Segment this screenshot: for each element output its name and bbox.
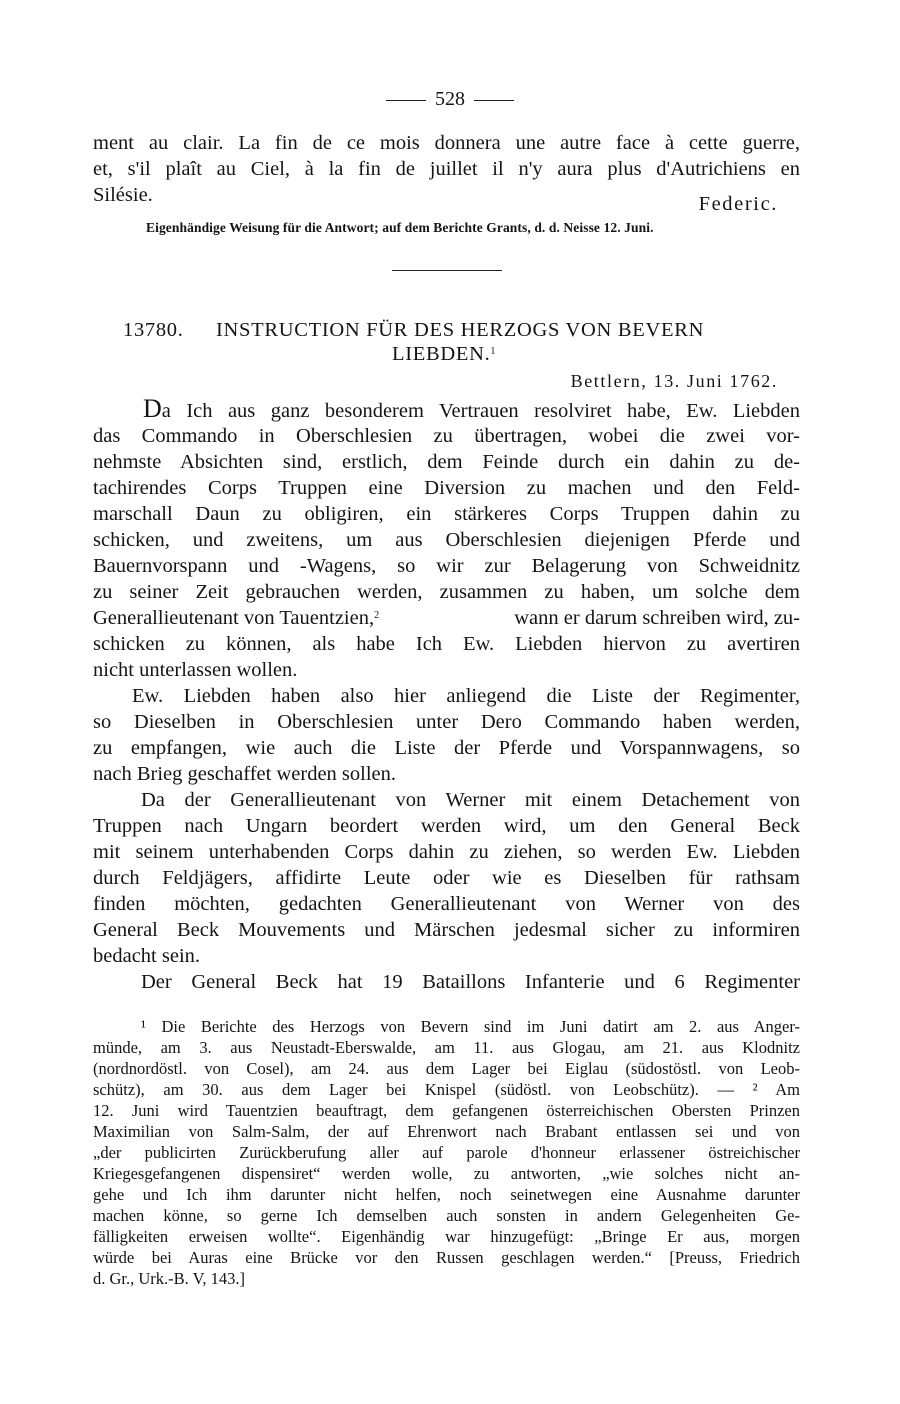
paragraph-line: zu empfangen, wie auch die Liste der Pferde und Vorspannwagens, so (93, 737, 800, 759)
footnote-line: würde bei Auras eine Brücke vor den Russen geschlagen werden.“ [Preuss, Friedrich (93, 1248, 800, 1267)
footnote-line: schütz), am 30. aus dem Lager bei Knispel (südöstl. von Leobschütz). — ² Am (93, 1080, 800, 1099)
paragraph-line: Der General Beck hat 19 Bataillons Infanterie und 6 Regimenter (141, 971, 800, 993)
signature: Federic. (698, 193, 778, 215)
paragraph-line: nehmste Absichten sind, erstlich, dem Feinde durch ein dahin zu de- (93, 451, 800, 473)
letter-line: Silésie. (93, 184, 153, 206)
drop-cap: D (143, 394, 162, 423)
paragraph-line: zu seiner Zeit gebrauchen werden, zusammen zu haben, um solche dem (93, 581, 800, 603)
paragraph-line-end: wann er darum schreiben wird, zu- (514, 607, 800, 629)
footnote-ref: 2 (374, 610, 380, 621)
footnote-line: münde, am 3. aus Neustadt-Eberswalde, am 11. aus Glogau, am 21. aus Klodnitz (93, 1038, 800, 1057)
paragraph-line: so Dieselben in Oberschlesien unter Dero Commando haben werden, (93, 711, 800, 733)
paragraph-line: Bauernvorspann und -Wagens, so wir zur Belagerung von Schweidnitz (93, 555, 800, 577)
footnote-line: machen könne, so gerne Ich demselben auch sonsten in andern Gelegenheiten Ge- (93, 1206, 800, 1225)
paragraph-line: schicken, und zweitens, um aus Oberschlesien diejenigen Pferde und (93, 529, 800, 551)
footnote-line: Maximilian von Salm-Salm, der auf Ehrenwort nach Brabant entlassen sei und von (93, 1122, 800, 1141)
paragraph-line: schicken zu können, als habe Ich Ew. Liebden hiervon zu avertiren (93, 633, 800, 655)
document-number: 13780. (123, 319, 184, 341)
paragraph-line: mit seinem unterhabenden Corps dahin zu ziehen, so werden Ew. Liebden (93, 841, 800, 863)
footnote-line: fälligkeiten erweisen wollte“. Eigenhändig war hinzugefügt: „Bringe Er aus, morgen (93, 1227, 800, 1246)
document-title-continued: LIEBDEN.$^1$ (392, 343, 497, 365)
footnote-line: 12. Juni wird Tauentzien beauftragt, dem gefangenen österreichischen Obersten Prinzen (93, 1101, 800, 1120)
footnote-line: d. Gr., Urk.-B. V, 143.] (93, 1269, 246, 1288)
letter-line: ment au clair. La fin de ce mois donnera une autre face à cette guerre, (93, 132, 800, 154)
header-rule-left (386, 100, 426, 101)
paragraph-line: finden möchten, gedachten Generallieutenant von Werner von des (93, 893, 800, 915)
footnote-line: (nordnordöstl. von Cosel), am 24. aus dem Lager bei Eiglau (südostöstl. von Leob- (93, 1059, 800, 1078)
paragraph-line: durch Feldjägers, affidirte Leute oder wie es Dieselben für rathsam (93, 867, 800, 889)
paragraph-line: nicht unterlassen wollen. (93, 659, 298, 681)
page-number: 528 (435, 88, 465, 110)
letter-line: et, s'il plaît au Ciel, à la fin de juillet il n'y aura plus d'Autrichiens en (93, 158, 800, 180)
paragraph-line: General Beck Mouvements und Märschen jedesmal sicher zu informiren (93, 919, 800, 941)
document-title: INSTRUCTION FÜR DES HERZOGS VON BEVERN (216, 319, 705, 341)
paragraph-line: Da Ich aus ganz besonderem Vertrauen resolviret habe, Ew. Liebden (143, 394, 800, 423)
paragraph-line: marschall Daun zu obligiren, ein stärkeres Corps Truppen dahin zu (93, 503, 800, 525)
footnote-ref: 1 (490, 346, 497, 357)
place-date: Bettlern, 13. Juni 1762. (570, 371, 778, 391)
page-header (370, 88, 530, 111)
footnote-line: ¹ Die Berichte des Herzogs von Bevern sind im Juni datirt am 2. aus Anger- (141, 1017, 800, 1036)
paragraph-line: Truppen nach Ungarn beordert werden wird, um den General Beck (93, 815, 800, 837)
paragraph-line: tachirendes Corps Truppen eine Diversion zu machen und den Feld- (93, 477, 800, 499)
paragraph-line: bedacht sein. (93, 945, 201, 967)
footnote-line: gehe und Ich ihm darunter nicht helfen, noch seinetwegen eine Ausnahme darunter (93, 1185, 800, 1204)
paragraph-line: Da der Generallieutenant von Werner mit einem Detachement von (141, 789, 800, 811)
header-rule-right (474, 100, 514, 101)
footnote-line: „der publicirten Zurückberufung aller auf parole d'honneur erlassener östreichischer (93, 1143, 800, 1162)
paragraph-line: das Commando in Oberschlesien zu übertragen, wobei die zwei vor- (93, 425, 800, 447)
paragraph-line: Ew. Liebden haben also hier anliegend die Liste der Regimenter, (132, 685, 800, 707)
paragraph-line: nach Brieg geschaffet werden sollen. (93, 763, 397, 785)
source-note: Eigenhändige Weisung für die Antwort; auf dem Berichte Grants, d. d. Neisse 12. Juni. (146, 220, 654, 235)
paragraph-line: Generallieutenant von Tauentzien,$^2$ (93, 607, 380, 629)
section-divider (392, 270, 502, 271)
footnote-line: Kriegesgefangenen dispensiret“ werden wolle, zu antworten, „wie solches nicht an- (93, 1164, 800, 1183)
